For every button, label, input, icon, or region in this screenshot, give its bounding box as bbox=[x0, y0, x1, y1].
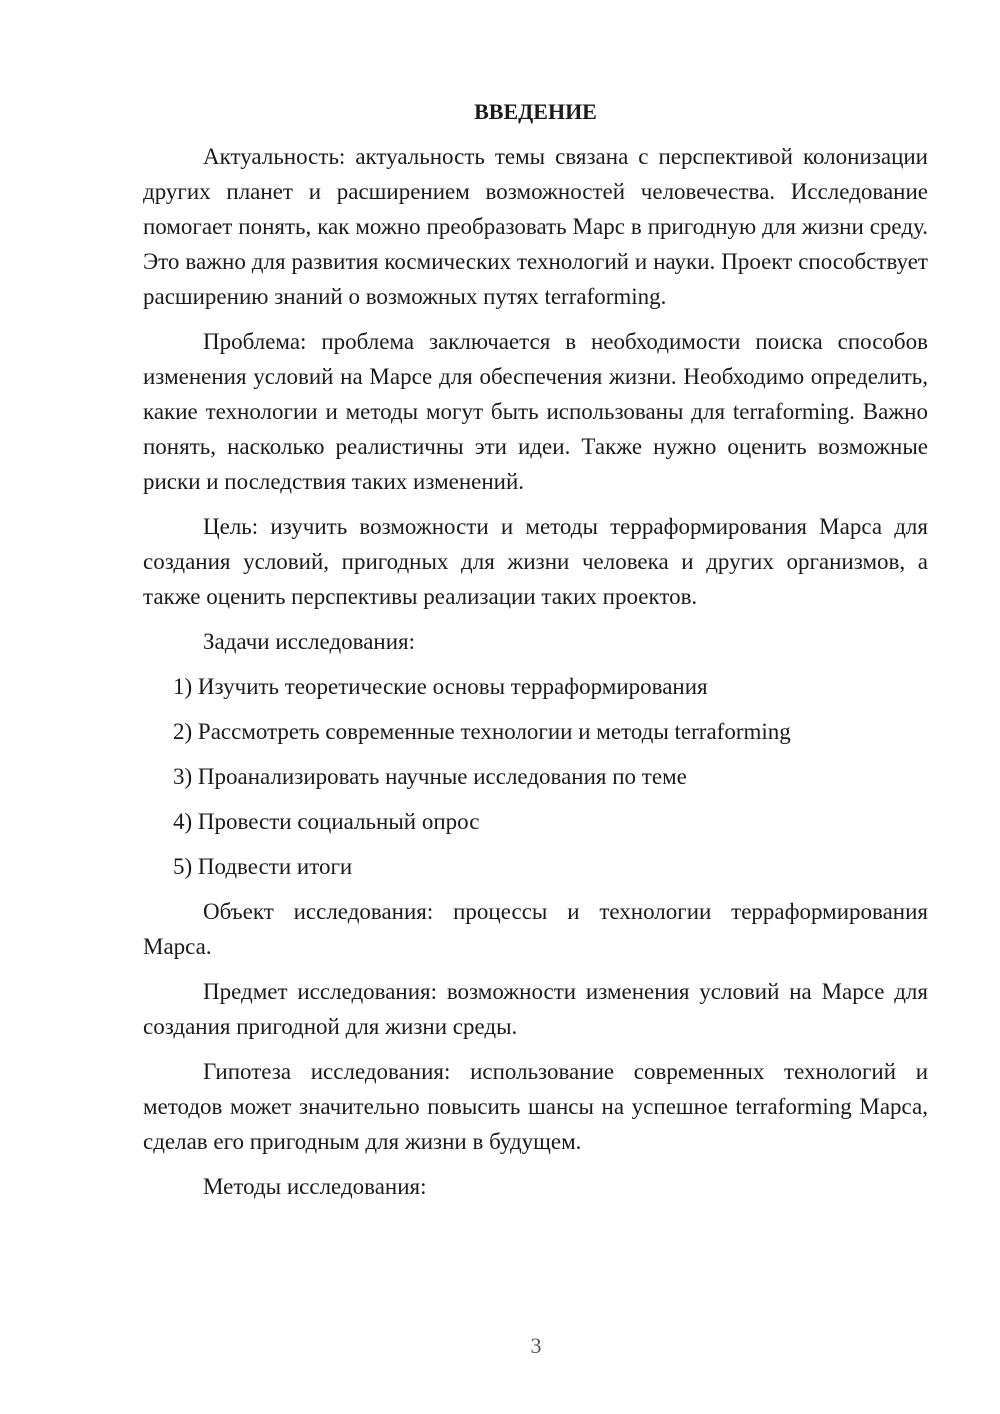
page-number: 3 bbox=[530, 1333, 542, 1358]
subject-paragraph: Предмет исследования: возможности изменения условий на Марсе для создания пригодной для жизни среды. bbox=[143, 979, 928, 1039]
task-item-3: 3) Проанализировать научные исследования по теме bbox=[173, 764, 687, 789]
tasks-heading: Задачи исследования: bbox=[203, 629, 416, 654]
task-item-2: 2) Рассмотреть современные технологии и методы terraforming bbox=[173, 719, 791, 744]
task-item-4: 4) Провести социальный опрос bbox=[173, 809, 480, 834]
methods-heading: Методы исследования: bbox=[203, 1174, 427, 1199]
task-item-5: 5) Подвести итоги bbox=[173, 854, 353, 879]
section-title: ВВЕДЕНИЕ bbox=[474, 99, 597, 124]
relevance-paragraph: Актуальность: актуальность темы связана с перспективой колонизации других планет и расширением возможностей человечества. Исследование помогает понять, как можно преобразовать Марс в пригодную для жизни среду. Это важно для развития космических технологий и науки. Проект способствует расширению знаний о возможных путях terraforming. bbox=[143, 144, 928, 309]
object-paragraph: Объект исследования: процессы и технологии терраформирования Марса. bbox=[143, 899, 928, 959]
page-content bbox=[143, 94, 928, 1214]
goal-paragraph: Цель: изучить возможности и методы терраформирования Марса для создания условий, пригодных для жизни человека и других организмов, а также оценить перспективы реализации таких проектов. bbox=[143, 514, 928, 609]
hypothesis-paragraph: Гипотеза исследования: использование современных технологий и методов может значительно повысить шансы на успешное terraforming Марса, сделав его пригодным для жизни в будущем. bbox=[143, 1059, 928, 1154]
task-item-1: 1) Изучить теоретические основы терраформирования bbox=[173, 674, 708, 699]
problem-paragraph: Проблема: проблема заключается в необходимости поиска способов изменения условий на Марсе для обеспечения жизни. Необходимо определить, какие технологии и методы могут быть использованы для terraforming. Важно понять, насколько реалистичны эти идеи. Также нужно оценить возможные риски и последствия таких изменений. bbox=[143, 329, 928, 494]
